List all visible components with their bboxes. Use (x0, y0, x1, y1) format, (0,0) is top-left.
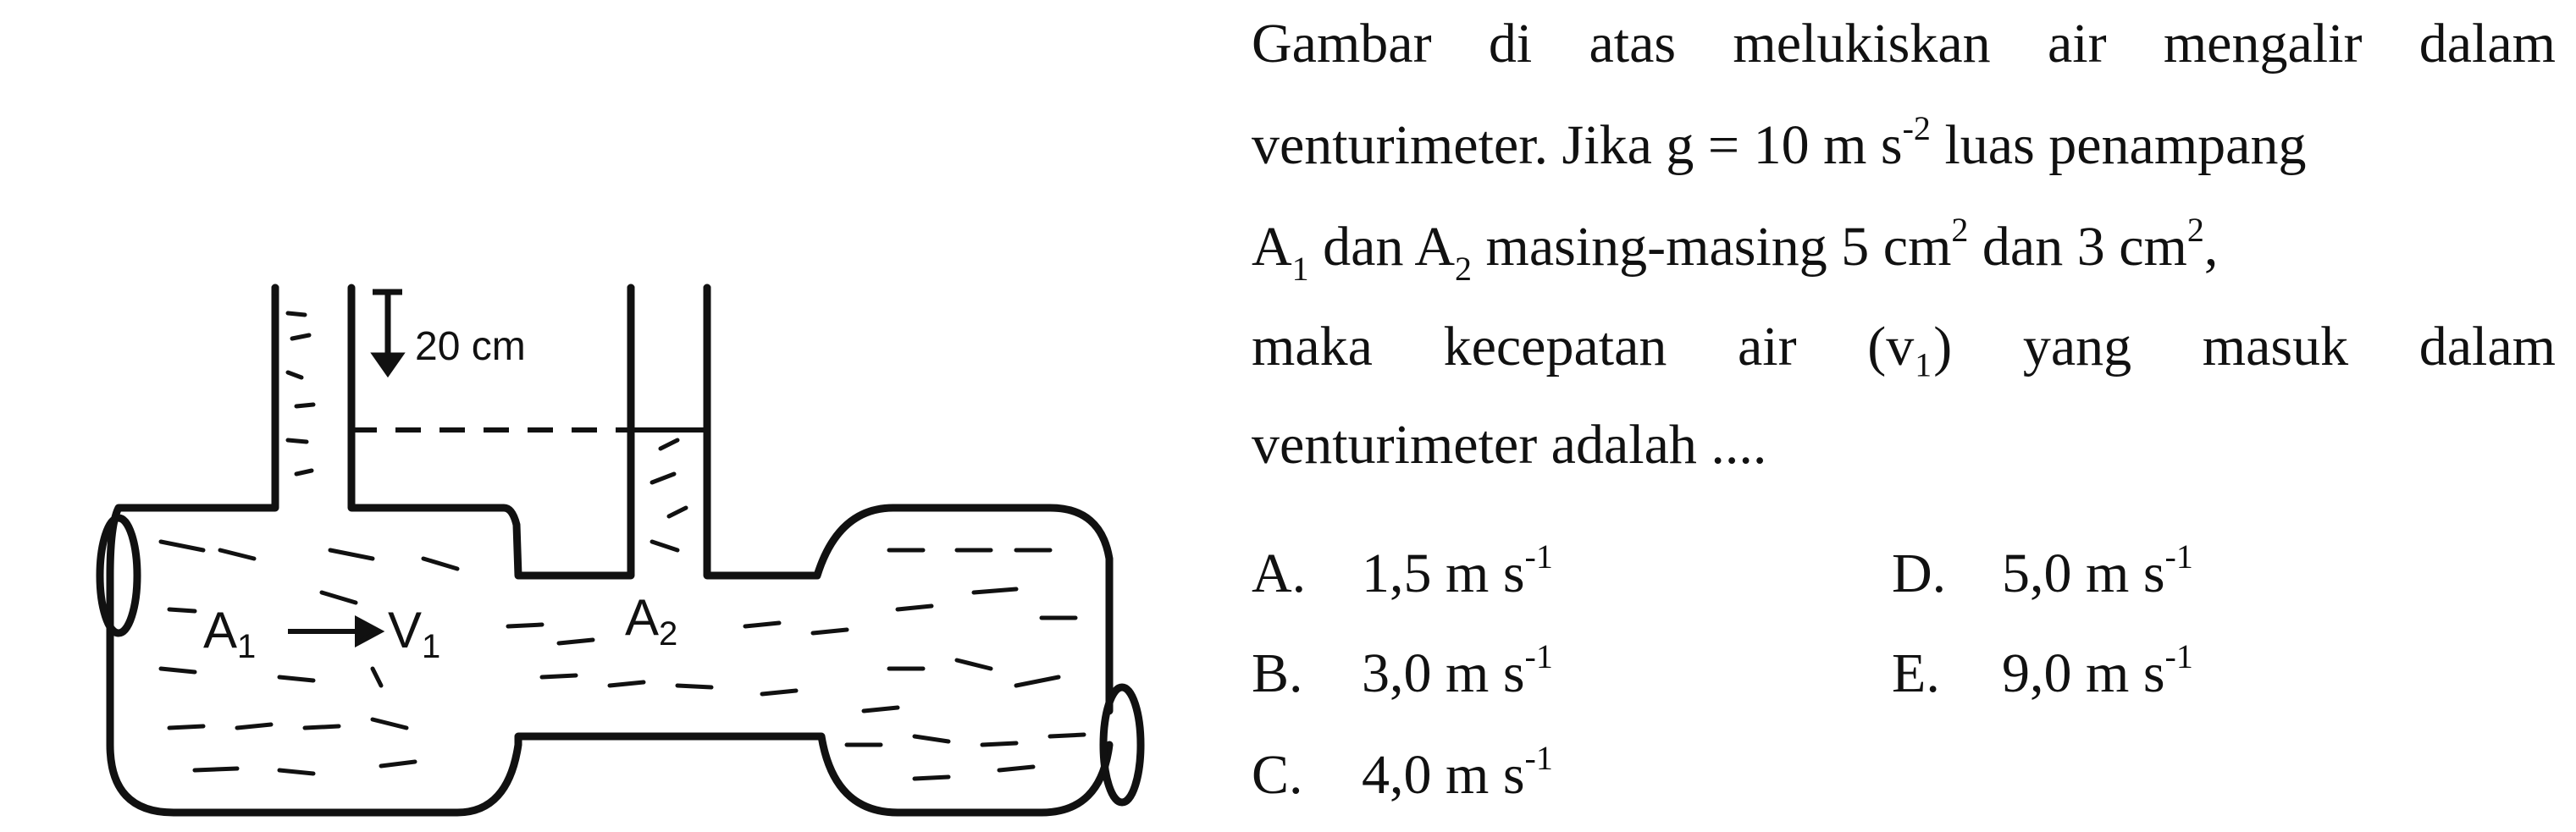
label-a2: $A_2$ (625, 589, 678, 653)
height-label: 20 cm (415, 324, 526, 369)
flow-arrow (288, 620, 379, 643)
option-e[interactable]: E. 9,0 m $s^{-1}$ (1892, 637, 2193, 704)
question-line-1: Gambar di atas melukiskan air mengalir dalam (1252, 13, 2556, 74)
height-arrow (373, 292, 402, 372)
question-line-2: venturimeter. Jika g = 10 m $s^{-2}$ luas penampang (1252, 109, 2307, 176)
question-block (1252, 0, 2556, 832)
question-line-5: venturimeter adalah .... (1252, 414, 1767, 476)
inlet-opening (100, 518, 137, 633)
option-d[interactable]: D. 5,0 m $s^{-1}$ (1892, 537, 2193, 604)
option-b[interactable]: B. 3,0 m $s^{-1}$ (1252, 637, 1553, 704)
option-a[interactable]: A. 1,5 m $s^{-1}$ (1252, 537, 1553, 604)
option-c[interactable]: C. 4,0 m $s^{-1}$ (1252, 739, 1553, 806)
label-a1: $A_1$ (203, 602, 257, 665)
water-texture (161, 313, 1084, 779)
label-v1: $V_1$ (388, 602, 441, 665)
question-line-4: maka kecepatan air (v₁) yang masuk dalam (1252, 316, 2556, 377)
venturimeter-figure (0, 0, 1186, 832)
question-line-3: $A_1$ dan $A_2$ masing-masing 5 $cm^2$ dan 3 $cm^2$, (1252, 211, 2219, 288)
